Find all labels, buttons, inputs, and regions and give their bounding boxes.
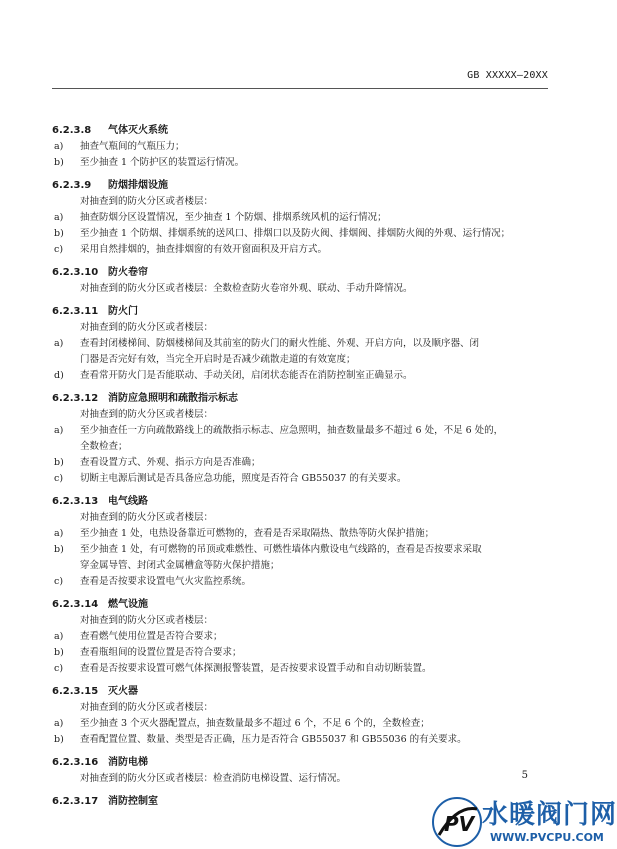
list-item-text: 至少抽查 1 个防烟、排烟系统的送风口、排烟口以及防火阀、排烟阀、排烟防火阀的外观、运行情况；: [80, 228, 511, 239]
section-title: 电气线路: [108, 496, 148, 507]
list-item: [52, 526, 548, 542]
list-item-text: 查看是否按要求设置可燃气体探测报警装置，是否按要求设置手动和自动切断装置。: [80, 663, 432, 674]
list-item-label: c): [54, 473, 64, 484]
section-heading: [52, 177, 548, 194]
list-item: [52, 336, 548, 368]
list-item-text: 至少抽查 3 个灭火器配置点，抽查数量最多不超过 6 个，不足 6 个的，全数检查；: [80, 718, 430, 729]
list-item-label: b): [54, 457, 64, 468]
watermark: [430, 795, 617, 849]
section-title: 防火门: [108, 306, 138, 317]
list-item-text: 查看设置方式、外观、指示方向是否准确；: [80, 457, 261, 468]
list-item-label: b): [54, 544, 64, 555]
section-title: 燃气设施: [108, 599, 148, 610]
section-title: 气体灭火系统: [108, 125, 168, 136]
section-6-2-3-11: [52, 303, 548, 384]
page-number: 5: [521, 770, 528, 781]
section-intro: 对抽查到的防火分区或者楼层：: [80, 512, 214, 523]
watermark-logo-icon: [430, 795, 484, 849]
list-item-text: 切断主电源后测试是否具备应急功能，照度是否符合 GB55037 的有关要求。: [80, 473, 407, 484]
section-6-2-3-8: [52, 122, 548, 171]
standard-code: GB XXXXX—20XX: [467, 70, 548, 81]
list-item: [52, 629, 548, 645]
section-intro: 对抽查到的防火分区或者楼层：全数检查防火卷帘外观、联动、手动升降情况。: [80, 283, 413, 294]
section-number: 6.2.3.17: [52, 796, 99, 807]
list-item-text: 查看瓶组间的设置位置是否符合要求；: [80, 647, 242, 658]
section-intro: 对抽查到的防火分区或者楼层：: [80, 409, 214, 420]
section-intro: 对抽查到的防火分区或者楼层：检查消防电梯设置、运行情况。: [80, 773, 347, 784]
section-title: 消防应急照明和疏散指示标志: [108, 393, 238, 404]
list-item-text: 查看常开防火门是否能联动、手动关闭，启闭状态能否在消防控制室正确显示。: [80, 370, 413, 381]
list-item: [52, 155, 548, 171]
section-number: 6.2.3.13: [52, 496, 99, 507]
list-item: [52, 210, 548, 226]
watermark-url: WWW.PVCPU.COM: [490, 831, 604, 844]
list-item-label: a): [54, 141, 64, 152]
list-item-label: a): [54, 631, 64, 642]
list-item: [52, 732, 548, 748]
section-6-2-3-10: [52, 264, 548, 297]
list-item: [52, 139, 548, 155]
section-intro: 对抽查到的防火分区或者楼层：: [80, 196, 214, 207]
list-item-text: 查看封闭楼梯间、防烟楼梯间及其前室的防火门的耐火性能、外观、开启方向，以及顺序器、闭 门器是否完好有效，当完全开启时是否减少疏散走道的有效宽度；: [80, 338, 480, 365]
section-6-2-3-14: [52, 596, 548, 677]
section-intro: 对抽查到的防火分区或者楼层：: [80, 322, 214, 333]
list-item-text: 查看燃气使用位置是否符合要求；: [80, 631, 223, 642]
list-item-text: 采用自然排烟的，抽查排烟窗的有效开窗面积及开启方式。: [80, 244, 328, 255]
section-6-2-3-13: [52, 493, 548, 590]
list-item-text: 至少抽查 1 处，电热设备靠近可燃物的，查看是否采取隔热、散热等防火保护措施；: [80, 528, 435, 539]
section-heading: [52, 754, 548, 771]
section-title: 防火卷帘: [108, 267, 148, 278]
section-number: 6.2.3.11: [52, 306, 99, 317]
section-title: 消防控制室: [108, 796, 158, 807]
section-number: 6.2.3.10: [52, 267, 99, 278]
document-body: [52, 122, 548, 816]
list-item-label: a): [54, 528, 64, 539]
list-item-text: 至少抽查 1 个防护区的装置运行情况。: [80, 157, 245, 168]
list-item-label: c): [54, 663, 64, 674]
section-number: 6.2.3.14: [52, 599, 99, 610]
list-item-text: 至少抽查任一方向疏散路线上的疏散指示标志、应急照明，抽查数量最多不超过 6 处，不足 6 处的， 全数检查；: [80, 425, 504, 452]
list-item: [52, 661, 548, 677]
list-item-label: b): [54, 647, 64, 658]
list-item-label: a): [54, 212, 64, 223]
list-item: [52, 542, 548, 574]
list-item-label: a): [54, 338, 64, 349]
watermark-logo-text: PV: [444, 812, 475, 836]
section-heading: [52, 122, 548, 139]
section-6-2-3-12: [52, 390, 548, 487]
list-item: [52, 226, 548, 242]
list-item: [52, 423, 548, 455]
list-item-label: b): [54, 228, 64, 239]
list-item: [52, 645, 548, 661]
section-heading: [52, 390, 548, 407]
list-item-text: 抽查气瓶间的气瓶压力；: [80, 141, 185, 152]
list-item: [52, 368, 548, 384]
section-title: 防烟排烟设施: [108, 180, 168, 191]
section-heading: [52, 683, 548, 700]
list-item-text: 抽查防烟分区设置情况，至少抽查 1 个防烟、排烟系统风机的运行情况；: [80, 212, 387, 223]
list-item-label: c): [54, 576, 64, 587]
section-heading: [52, 493, 548, 510]
list-item-label: c): [54, 244, 64, 255]
section-heading: [52, 303, 548, 320]
section-number: 6.2.3.8: [52, 125, 92, 136]
list-item-text: 查看是否按要求设置电气火灾监控系统。: [80, 576, 252, 587]
section-heading: [52, 264, 548, 281]
list-item-text: 查看配置位置、数量、类型是否正确，压力是否符合 GB55037 和 GB55036 的有关要求。: [80, 734, 467, 745]
section-title: 消防电梯: [108, 757, 148, 768]
watermark-title: 水暖阀门网: [482, 800, 617, 830]
section-title: 灭火器: [108, 686, 138, 697]
list-item-label: a): [54, 718, 64, 729]
list-item: [52, 471, 548, 487]
list-item-text: 至少抽查 1 处，有可燃物的吊顶或难燃性、可燃性墙体内敷设电气线路的，查看是否按要求采取 穿金属导管、封闭式金属槽盒等防火保护措施；: [80, 544, 482, 571]
list-item: [52, 455, 548, 471]
header-divider: [52, 88, 548, 89]
section-number: 6.2.3.15: [52, 686, 99, 697]
list-item-label: b): [54, 157, 64, 168]
section-intro: 对抽查到的防火分区或者楼层：: [80, 615, 214, 626]
list-item: [52, 242, 548, 258]
list-item: [52, 574, 548, 590]
list-item-label: d): [54, 370, 64, 381]
section-heading: [52, 596, 548, 613]
section-number: 6.2.3.12: [52, 393, 99, 404]
section-6-2-3-16: [52, 754, 548, 787]
section-6-2-3-15: [52, 683, 548, 748]
list-item-label: b): [54, 734, 64, 745]
section-intro: 对抽查到的防火分区或者楼层：: [80, 702, 214, 713]
section-number: 6.2.3.9: [52, 180, 92, 191]
list-item-label: a): [54, 425, 64, 436]
section-number: 6.2.3.16: [52, 757, 99, 768]
list-item: [52, 716, 548, 732]
section-6-2-3-9: [52, 177, 548, 258]
